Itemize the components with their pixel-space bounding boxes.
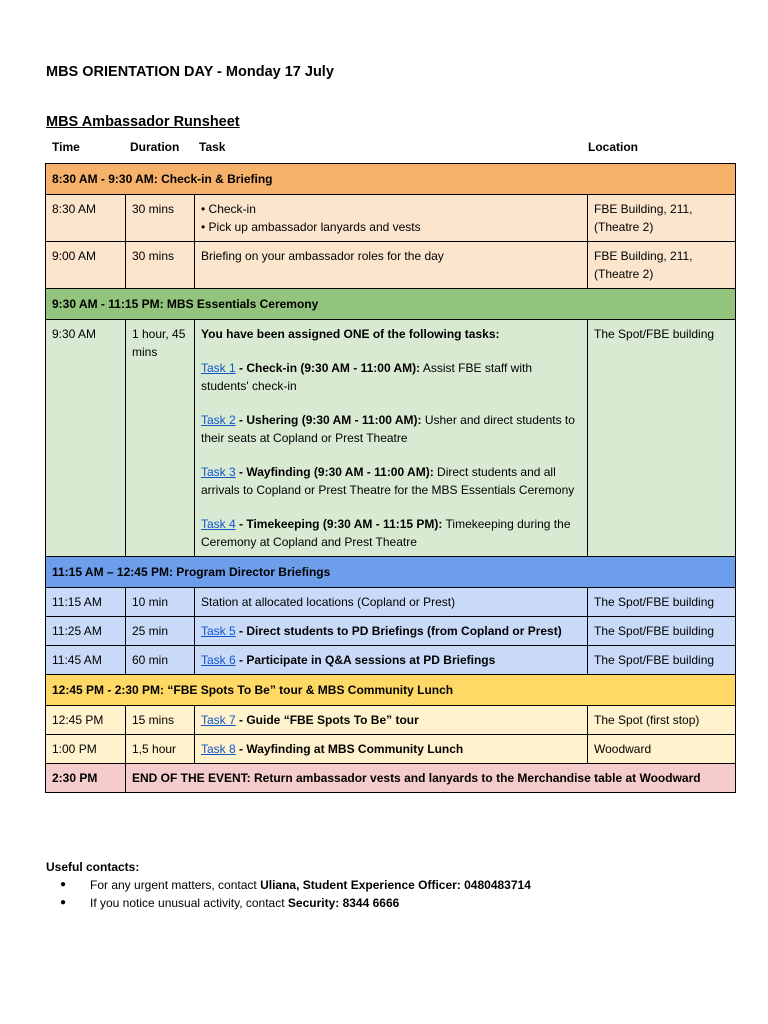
section-heading [46,675,736,706]
time-cell: 8:30 AM [46,195,126,242]
task-4-link[interactable]: Task 4 [201,517,236,531]
contact-detail: Uliana, Student Experience Officer: 0480483714 [260,878,531,892]
task-option [201,515,581,551]
task-description: Assist FBE staff with students' check-in [201,361,532,393]
page-title: MBS ORIENTATION DAY - Monday 17 July [46,64,334,80]
duration-cell: 60 min [126,646,195,675]
section-heading-text: 9:30 AM - 11:15 PM: MBS Essentials Ceremony [46,289,736,320]
time-cell: 11:25 AM [46,617,126,646]
task-cell [195,646,588,675]
location-cell: FBE Building, 211, (Theatre 2) [588,195,736,242]
task-title: - Ushering (9:30 AM - 11:00 AM): [235,413,422,427]
contact-text: If you notice unusual activity, contact [90,896,288,910]
contacts-list [46,876,531,912]
time-cell: 12:45 PM [46,706,126,735]
task-cell [195,320,588,557]
table-row [46,195,736,242]
task-description: Direct students and all arrivals to Copland or Prest Theatre for the MBS Essentials Ceremony [201,465,575,497]
task-intro: You have been assigned ONE of the following tasks: [201,327,500,341]
task-option [201,463,581,499]
header-duration: Duration [130,140,180,154]
location-cell: The Spot/FBE building [588,588,736,617]
task-cell [195,617,588,646]
task-option [201,359,581,395]
contact-item [60,876,531,894]
duration-cell: 15 mins [126,706,195,735]
table-row [46,646,736,675]
contacts-title: Useful contacts: [46,860,140,874]
end-event-text: END OF THE EVENT: Return ambassador vests and lanyards to the Merchandise table at Woodward [126,764,736,793]
table-row [46,588,736,617]
section-heading [46,164,736,195]
end-row [46,764,736,793]
task-title: - Wayfinding at MBS Community Lunch [235,742,464,756]
task-title: - Direct students to PD Briefings (from Copland or Prest) [235,624,562,638]
section-heading-text: 8:30 AM - 9:30 AM: Check-in & Briefing [46,164,736,195]
location-cell: Woodward [588,735,736,764]
time-cell: 1:00 PM [46,735,126,764]
task-5-link[interactable]: Task 5 [201,624,236,638]
task-cell [195,195,588,242]
time-cell: 11:45 AM [46,646,126,675]
location-cell: FBE Building, 211, (Theatre 2) [588,242,736,289]
task-title: - Participate in Q&A sessions at PD Briefings [235,653,496,667]
header-time: Time [52,140,80,154]
task-cell [195,706,588,735]
duration-cell: 1 hour, 45 mins [126,320,195,557]
table-row [46,242,736,289]
section-heading [46,557,736,588]
runsheet-table [45,163,736,793]
header-task: Task [199,140,226,154]
contact-text: For any urgent matters, contact [90,878,261,892]
task-2-link[interactable]: Task 2 [201,413,236,427]
task-line: • Check-in [201,202,256,216]
table-row [46,706,736,735]
contact-detail: Security: 8344 6666 [287,896,400,910]
location-cell: The Spot/FBE building [588,320,736,557]
task-7-link[interactable]: Task 7 [201,713,236,727]
task-3-link[interactable]: Task 3 [201,465,236,479]
table-row [46,735,736,764]
task-1-link[interactable]: Task 1 [201,361,236,375]
duration-cell: 30 mins [126,242,195,289]
time-cell: 11:15 AM [46,588,126,617]
duration-cell: 30 mins [126,195,195,242]
location-cell: The Spot/FBE building [588,646,736,675]
runsheet-subtitle: MBS Ambassador Runsheet [46,114,240,130]
table-row [46,320,736,557]
section-heading [46,289,736,320]
time-cell: 2:30 PM [46,764,126,793]
task-cell: Briefing on your ambassador roles for the day [195,242,588,289]
task-6-link[interactable]: Task 6 [201,653,236,667]
section-heading-text: 11:15 AM – 12:45 PM: Program Director Briefings [46,557,736,588]
time-cell: 9:00 AM [46,242,126,289]
task-line: • Pick up ambassador lanyards and vests [201,220,421,234]
duration-cell: 10 min [126,588,195,617]
task-8-link[interactable]: Task 8 [201,742,236,756]
bullet-icon: ● [60,897,67,908]
duration-cell: 1,5 hour [126,735,195,764]
duration-cell: 25 min [126,617,195,646]
contact-item [60,894,531,912]
task-cell: Station at allocated locations (Copland or Prest) [195,588,588,617]
useful-contacts [46,860,531,912]
task-title: - Wayfinding (9:30 AM - 11:00 AM): [235,465,434,479]
task-cell [195,735,588,764]
location-cell: The Spot/FBE building [588,617,736,646]
section-heading-text: 12:45 PM - 2:30 PM: “FBE Spots To Be” tour & MBS Community Lunch [46,675,736,706]
header-location: Location [588,140,638,154]
table-row [46,617,736,646]
task-option [201,411,581,447]
task-description: Usher and direct students to their seats at Copland or Prest Theatre [201,413,575,445]
task-description: Timekeeping during the Ceremony at Copland and Prest Theatre [201,517,571,549]
task-title: - Guide “FBE Spots To Be” tour [235,713,419,727]
bullet-icon: ● [60,879,67,890]
location-cell: The Spot (first stop) [588,706,736,735]
time-cell: 9:30 AM [46,320,126,557]
task-title: - Timekeeping (9:30 AM - 11:15 PM): [235,517,443,531]
task-title: - Check-in (9:30 AM - 11:00 AM): [235,361,421,375]
